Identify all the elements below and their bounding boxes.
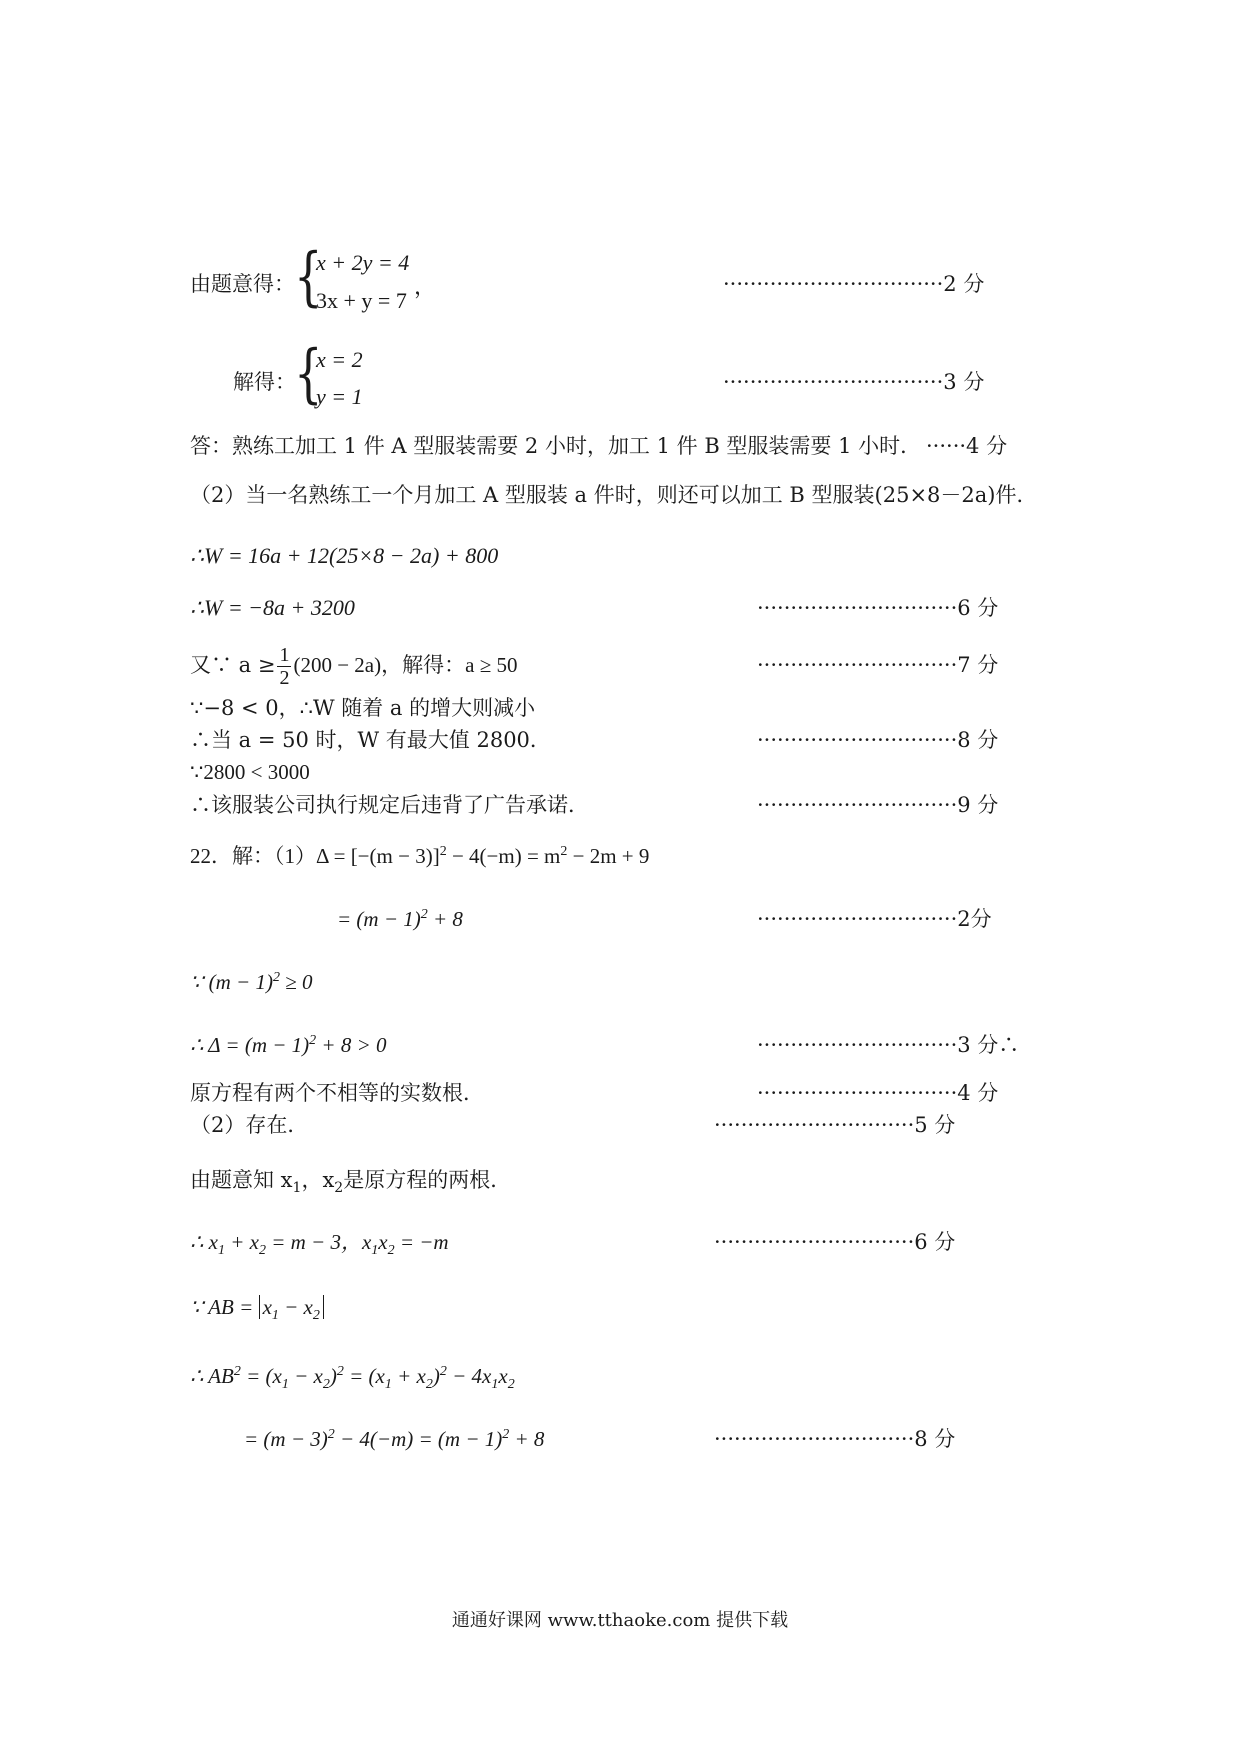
system1-row1: x + 2y = 4	[316, 250, 410, 275]
equation-w1	[0, 536, 1240, 576]
score-mark: ······4 分	[926, 434, 1008, 458]
exponent: 2	[560, 844, 568, 859]
fraction-numerator: 1	[279, 644, 290, 666]
q22g-expression	[190, 1160, 511, 1200]
exponent: 2	[420, 907, 428, 922]
exponent: 2	[439, 844, 447, 859]
subscript: 2	[312, 1308, 320, 1323]
compare-text: ∵2800 < 3000	[190, 760, 310, 784]
system2-label: 解得：	[233, 370, 296, 394]
subscript: 2	[322, 1377, 330, 1392]
q22j-g: + x	[391, 1364, 426, 1388]
subscript: 2	[387, 1243, 395, 1258]
exponent: 2	[272, 970, 280, 985]
q22d-pre: ∴ Δ = (m − 1)	[190, 1033, 310, 1057]
q22k-expression	[244, 1419, 544, 1459]
inequality-post: (200 − 2a)，解得：a ≥ 50	[293, 653, 518, 677]
q22c-pre: ∵ (m − 1)	[190, 970, 273, 994]
q22b-expression	[337, 899, 463, 939]
exponent: 2	[309, 1033, 317, 1048]
decrease-text: ∵−8 < 0，∴W 随着 a 的增大则减小	[190, 696, 536, 720]
system1-row2: 3x + y = 7	[316, 288, 407, 313]
q22f-text: （2）存在．	[190, 1113, 309, 1137]
score-mark: ······························6 分	[757, 596, 999, 620]
subscript: 2	[425, 1377, 433, 1392]
fraction	[277, 644, 291, 689]
w1-text: ∴W = 16a + 12(25×8 − 2a) + 800	[190, 543, 499, 568]
q22-label: 22．解：（1）Δ = [−(m − 3)]	[190, 844, 440, 868]
score-mark: ······························8 分	[757, 728, 999, 752]
q22i-line	[0, 1287, 1240, 1327]
inequality-expression	[190, 637, 517, 693]
q22h-e: = −m	[394, 1230, 449, 1254]
q22c-line	[0, 962, 1240, 1002]
q22j-k: − 4x	[446, 1364, 492, 1388]
q22j-l: x	[498, 1364, 508, 1388]
q22j-a: ∴ AB	[190, 1364, 234, 1388]
subscript: 1	[281, 1377, 289, 1392]
q22g-pre: 由题意知 x	[190, 1168, 293, 1192]
q22j-line	[0, 1356, 1240, 1396]
exponent: 2	[502, 1427, 510, 1442]
left-brace-icon: {	[294, 240, 323, 314]
answer-line	[0, 426, 1240, 466]
exponent: 2	[336, 1364, 344, 1379]
inequality-pre: 又∵ a ≥	[190, 653, 276, 677]
q22k-line	[0, 1419, 1240, 1459]
q22b-pre: = (m − 1)	[337, 907, 421, 931]
answer-text: 答：熟练工加工 1 件 A 型服装需要 2 小时，加工 1 件 B 型服装需要 1 小时．	[190, 434, 922, 458]
page-footer: 通通好课网 www.tthaoke.com 提供下载	[451, 1610, 789, 1631]
q22g-mid: ，x	[301, 1168, 335, 1192]
w2-text: ∴W = −8a + 3200	[190, 595, 355, 620]
q22k-c: + 8	[509, 1427, 545, 1451]
equation-w2	[0, 588, 1240, 628]
left-brace-icon: {	[294, 337, 323, 411]
subscript: 1	[292, 1180, 302, 1196]
q22d-line	[0, 1025, 1240, 1065]
subscript: 1	[217, 1243, 225, 1258]
subscript: 1	[371, 1243, 379, 1258]
q22j-c: − x	[288, 1364, 323, 1388]
q22i-a: x	[262, 1295, 272, 1319]
q22d-expression	[190, 1025, 387, 1065]
q22j-f: = (x	[343, 1364, 385, 1388]
q22k-b: − 4(−m) = (m − 1)	[334, 1427, 503, 1451]
absolute-value	[259, 1295, 324, 1323]
q22g-post: 是原方程的两根．	[343, 1168, 512, 1192]
system1-label: 由题意得：	[190, 272, 295, 296]
score-mark: ······························6 分	[714, 1230, 956, 1254]
system2-row1: x = 2	[316, 347, 363, 372]
q22e-text: 原方程有两个不相等的实数根．	[190, 1081, 484, 1105]
part2-text: （2）当一名熟练工一个月加工 A 型服装 a 件时，则还可以加工 B 型服装(25×8－2a)件．	[190, 483, 1038, 507]
q22k-a: = (m − 3)	[244, 1427, 328, 1451]
conclusion-text: ∴该服装公司执行规定后违背了广告承诺．	[190, 793, 589, 817]
fraction-denominator: 2	[279, 667, 290, 689]
conclusion-line	[0, 785, 1240, 825]
exponent: 2	[327, 1427, 335, 1442]
q22j-h: )	[432, 1364, 440, 1388]
subscript: 2	[507, 1377, 515, 1392]
q22i-pre: ∵ AB =	[190, 1295, 259, 1319]
score-mark: ······························9 分	[757, 793, 999, 817]
q22h-b: + x	[224, 1230, 259, 1254]
score-mark: ······························2分	[757, 907, 992, 931]
score-mark: ······························8 分	[714, 1427, 956, 1451]
q22j-d: )	[329, 1364, 337, 1388]
system1-tail: ，	[414, 275, 437, 300]
exponent: 2	[233, 1364, 241, 1379]
q22i-expression	[190, 1287, 324, 1327]
system2-row2: y = 1	[316, 384, 363, 409]
score-mark: ······························4 分	[757, 1081, 999, 1105]
inequality-line	[0, 637, 1240, 693]
subscript: 1	[271, 1308, 279, 1323]
q22j-b: = (x	[240, 1364, 282, 1388]
q22-expression	[190, 836, 649, 876]
q22i-b: − x	[278, 1295, 313, 1319]
subscript: 1	[384, 1377, 392, 1392]
subscript: 2	[258, 1243, 266, 1258]
q22h-d: x	[378, 1230, 388, 1254]
q22h-c: = m − 3，x	[265, 1230, 372, 1254]
exponent: 2	[439, 1364, 447, 1379]
q22h-a: ∴ x	[190, 1230, 218, 1254]
score-mark: ······························7 分	[757, 653, 999, 677]
q22b-post: + 8	[427, 907, 463, 931]
q22-line	[0, 836, 1240, 876]
q22c-expression	[190, 962, 312, 1002]
q22f-line	[0, 1105, 1240, 1145]
q22b-line	[0, 899, 1240, 939]
score-mark: ······························3 分∴	[757, 1033, 1020, 1057]
q22-tail: − 2m + 9	[567, 844, 650, 868]
max-text: ∴当 a = 50 时，W 有最大值 2800．	[190, 728, 551, 752]
q22h-expression	[190, 1222, 449, 1262]
q22-mid: − 4(−m) = m	[446, 844, 561, 868]
subscript: 2	[334, 1180, 344, 1196]
q22c-post: ≥ 0	[279, 970, 313, 994]
subscript: 1	[491, 1377, 499, 1392]
score-mark: ·································2 分	[723, 272, 985, 296]
score-mark: ·································3 分	[723, 370, 985, 394]
q22h-line	[0, 1222, 1240, 1262]
part2-line	[0, 475, 1240, 515]
q22j-expression	[190, 1356, 515, 1396]
q22g-line	[0, 1160, 1240, 1200]
q22d-post: + 8 > 0	[316, 1033, 387, 1057]
score-mark: ······························5 分	[714, 1113, 956, 1137]
